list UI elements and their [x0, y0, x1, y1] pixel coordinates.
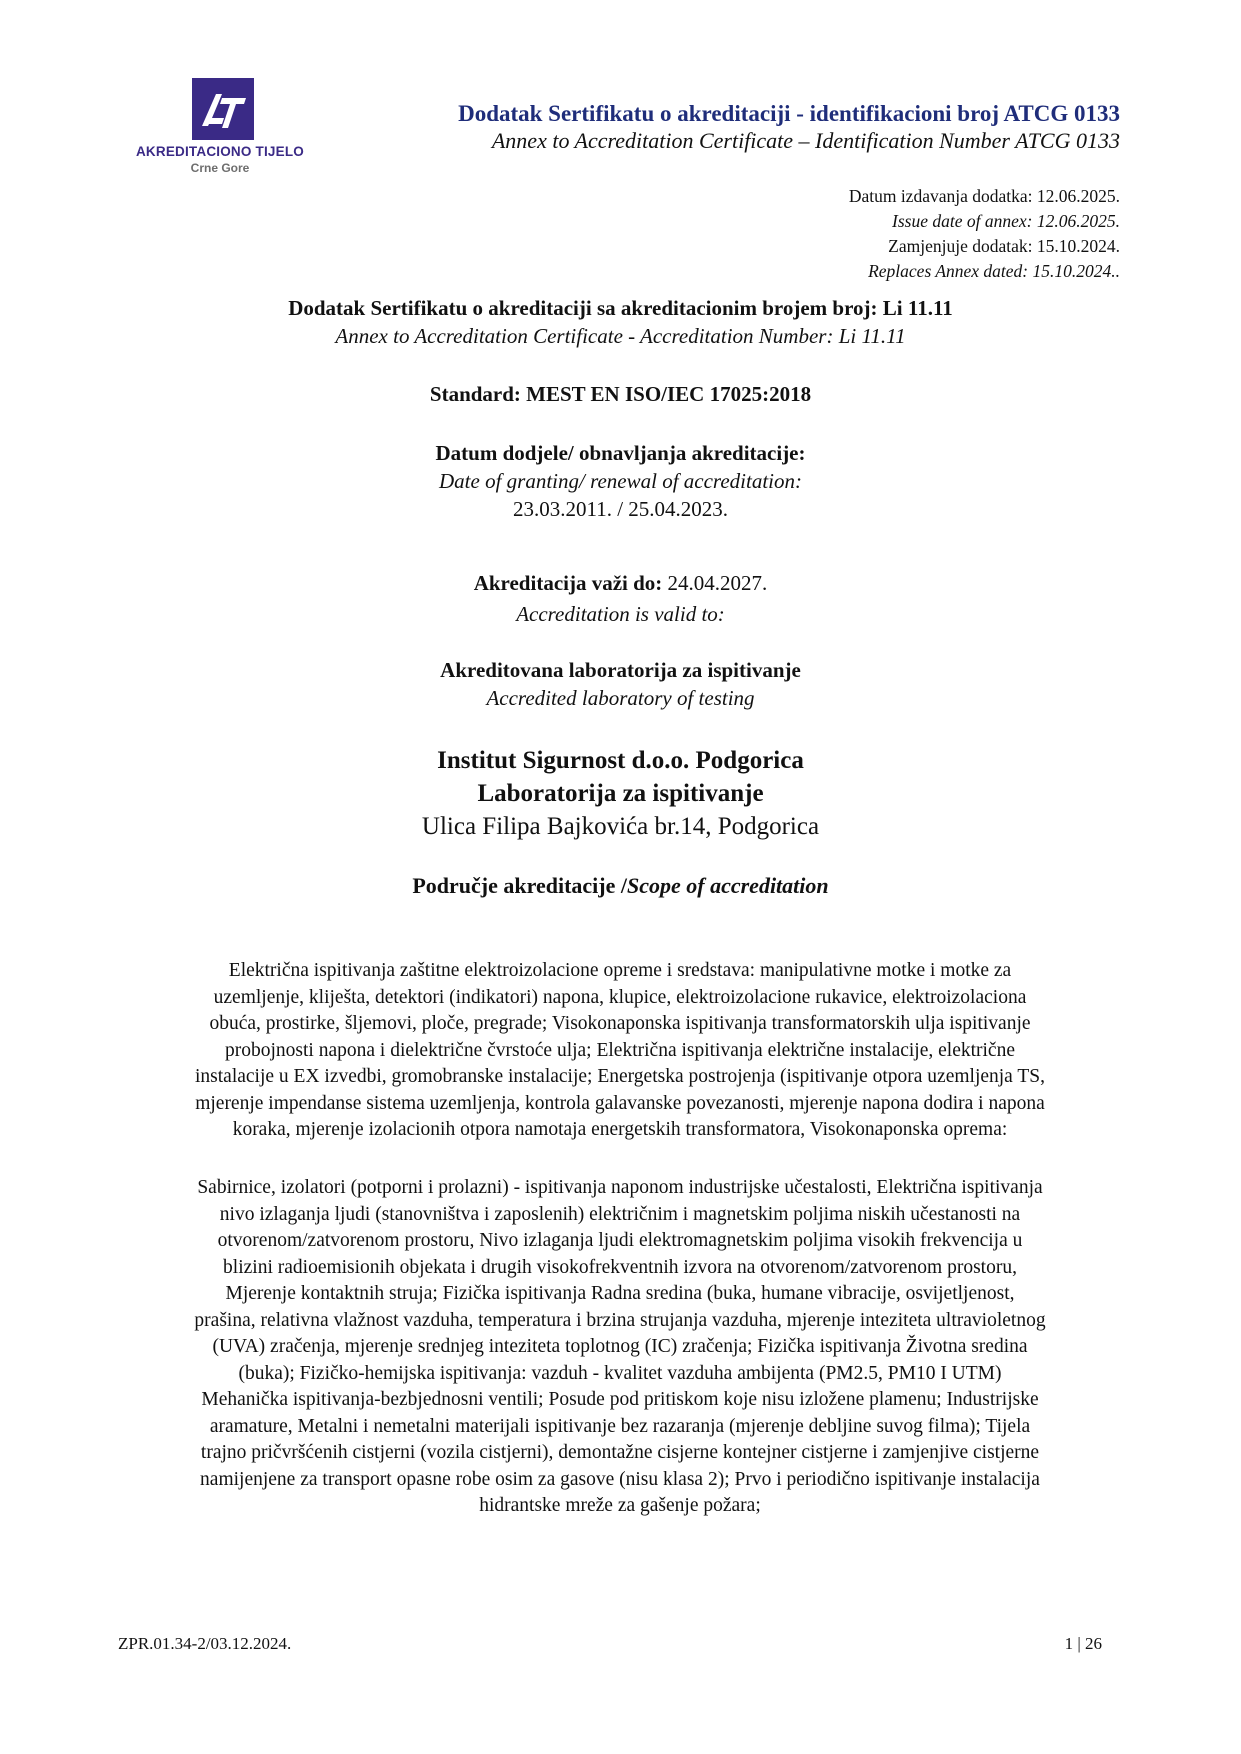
issue-date-en: Issue date of annex: 12.06.2025. — [892, 211, 1120, 231]
scope-line: Mjerenje kontaktnih struja; Fizička ispitivanja Radna sredina (buka, humane vibracije, osvijetljenost, — [225, 1283, 1015, 1304]
scope-line: mjerenje impendanse sistema uzemljenja, kontrola galavanske povezanosti, mjerenje napona dodira i napona — [195, 1092, 1045, 1114]
scope-line: obuća, prostirke, šljemovi, ploče, pregrade; Visokonaponska ispitivanja transformatorskih ulja ispitivanje — [209, 1013, 1031, 1034]
annex-title-me: Dodatak Sertifikatu o akreditaciji sa akreditacionim brojem broj: Li 11.11 — [288, 296, 953, 320]
scope-line: uzemljenje, kliješta, detektori (indikatori) napona, klupice, elektroizolacione rukavice, elektroizolaciona — [213, 986, 1027, 1008]
replaces-date-en: Replaces Annex dated: 15.10.2024.. — [868, 261, 1120, 281]
standard: Standard: MEST EN ISO/IEC 17025:2018 — [429, 382, 812, 406]
lab-type-en: Accredited laboratory of testing — [486, 686, 755, 710]
organization — [0, 744, 1241, 843]
scope-line: namijenjene za transport opasne robe osim za gasove (nisu klasa 2); Prvo i periodično ispitivanje instalacija — [200, 1468, 1040, 1490]
footer-doc-code: ZPR.01.34-2/03.12.2024. — [118, 1634, 292, 1653]
scope-line: Električna ispitivanja zaštitne elektroizolacione opreme i sredstava: manipulativne motke i motke za — [228, 960, 1012, 981]
scope-line: (UVA) zračenja, mjerenje srednjeg inteziteta toplotnog (IC) zračenja; Fizička ispitivanja Životna sredina — [212, 1336, 1028, 1357]
granting-label-en: Date of granting/ renewal of accreditation: — [439, 469, 802, 493]
organization-unit: Laboratorija za ispitivanje — [477, 780, 764, 807]
annex-title-en: Annex to Accreditation Certificate - Accreditation Number: Li 11.11 — [335, 324, 906, 348]
scope-line: koraka, mjerenje izolacionih otpora namotaja energetskih transformatora, Visokonaponska oprema: — [232, 1119, 1008, 1140]
lab-type-me: Akreditovana laboratorija za ispitivanje — [440, 658, 801, 682]
organization-address: Ulica Filipa Bajkovića br.14, Podgorica — [421, 813, 820, 840]
logo — [120, 78, 320, 178]
logo-subtitle: Crne Gore — [190, 161, 250, 175]
scope-line: (buka); Fizičko-hemijska ispitivanja: vazduh - kvalitet vazduha ambijenta (PM2.5, PM10 I UTM) — [238, 1362, 1002, 1384]
issue-date-me: Datum izdavanja dodatka: 12.06.2025. — [848, 186, 1120, 206]
annex-dates — [640, 184, 1120, 284]
scope-line: probojnosti napona i dielektrične čvrstoće ulja; Električna ispitivanja električne instalacije, električne — [225, 1039, 1015, 1061]
logo-mark-icon — [192, 78, 254, 140]
validity-block — [0, 569, 1241, 628]
footer-page-number: 1 | 26 — [1064, 1634, 1102, 1653]
granting-dates: 23.03.2011. / 25.04.2023. — [512, 497, 729, 521]
annex-title — [0, 294, 1241, 350]
header-title-en: Annex to Accreditation Certificate – Identification Number ATCG 0133 — [491, 128, 1120, 153]
scope-line: Sabirnice, izolatori (potporni i prolazni) - ispitivanja naponom industrijske učestalosti, Električna ispitivanja — [197, 1177, 1043, 1198]
organization-name: Institut Sigurnost d.o.o. Podgorica — [437, 747, 804, 774]
scope-heading-en: Scope of accreditation — [627, 873, 829, 898]
scope-line: instalacije u EX izvedbi, gromobranske instalacije; Energetska postrojenja (ispitivanje otpora uzemljenja TS, — [195, 1066, 1045, 1087]
document-header — [340, 100, 1120, 154]
scope-line: blizini radioemisionih objekata i drugih visokofrekventnih izvora na otvorenom/zatvorenom prostoru, — [223, 1256, 1017, 1278]
lab-type — [0, 656, 1241, 712]
header-title-me: Dodatak Sertifikatu o akreditaciji - identifikacioni broj ATCG 0133 — [458, 101, 1120, 126]
scope-line: hidrantske mreže za gašenje požara; — [479, 1495, 761, 1516]
scope-line: Mehanička ispitivanja-bezbjednosni ventili; Posude pod pritiskom koje nisu izložene plamenu; Industrijske — [201, 1389, 1039, 1410]
granting-block — [0, 439, 1241, 523]
scope-line: otvorenom/zatvorenom prostoru, Nivo izlaganja ljudi elektromagnetskim poljima visokih frekvencija u — [217, 1230, 1023, 1251]
validity-date: 24.04.2027. — [662, 571, 768, 595]
replaces-date-me: Zamjenjuje dodatak: 15.10.2024. — [888, 236, 1120, 256]
validity-label-me: Akreditacija važi do: — [473, 571, 663, 595]
scope-line: trajno pričvršćenih cistjerni (vozila cistjerni), demontažne cisjerne kontejner cistjerne i zamjenjive cistjerne — [200, 1442, 1040, 1463]
logo-at-glyph-icon — [192, 78, 254, 140]
scope-paragraph-2 — [110, 1175, 1130, 1520]
logo-name: AKREDITACIONO TIJELO — [135, 144, 304, 159]
granting-label-me: Datum dodjele/ obnavljanja akreditacije: — [435, 441, 806, 465]
scope-line: prašina, relativna vlažnost vazduha, temperatura i brzina strujanja vazduha, mjerenje inteziteta ultravioletnog — [194, 1309, 1046, 1331]
validity-label-en: Accreditation is valid to: — [516, 602, 725, 626]
scope-line: nivo izlaganja ljudi (stanovništva i zaposlenih) električnim i magnetskim poljima niskih učestanosti na — [219, 1203, 1021, 1225]
scope-heading-me: Područje akreditacije / — [412, 873, 627, 898]
scope-heading — [0, 873, 1241, 899]
scope-line: aramature, Metalni i nemetalni materijali ispitivanje bez razaranja (mjerenje debljine suvog filma); Tijela — [209, 1415, 1031, 1437]
scope-paragraph-1 — [110, 958, 1130, 1144]
